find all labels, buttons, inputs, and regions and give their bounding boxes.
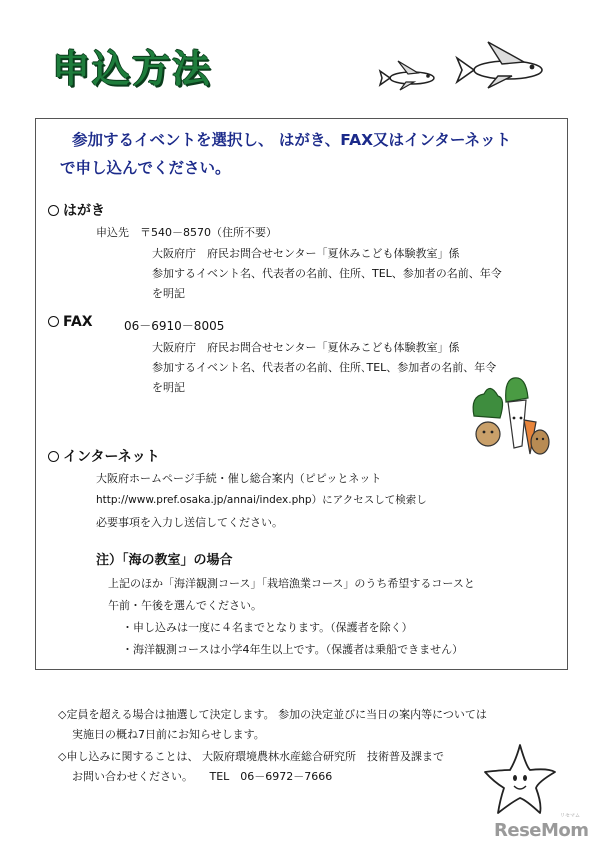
hagaki-address: 申込先 〒540－8570（住所不要）: [96, 226, 277, 239]
umi-note-bullet-1: ・申し込みは一度に４名までとなります。（保護者を除く）: [122, 621, 413, 634]
umi-note-line-2: 午前・午後を選んでください。: [108, 599, 262, 612]
page-title: 申込方法: [52, 47, 213, 91]
hagaki-items-2: を明記: [152, 287, 185, 300]
internet-heading: インターネット: [48, 446, 160, 466]
internet-line-3: 必要事項を入力し送信してください。: [96, 516, 283, 529]
circle-bullet-icon: [48, 316, 59, 327]
hagaki-heading: はがき: [48, 200, 105, 220]
fax-heading: FAX: [48, 314, 93, 330]
footer-line-4: お問い合わせください。 TEL 06－6972－7666: [72, 770, 333, 783]
fax-number: 06－6910－8005: [124, 319, 225, 333]
fax-items-2: を明記: [152, 381, 185, 394]
umi-note-heading: 注）「海の教室」の場合: [96, 553, 233, 568]
flying-fish-large-icon: [452, 40, 552, 90]
starfish-illustration-icon: [482, 742, 558, 816]
hagaki-destination: 大阪府庁 府民お問合せセンター「夏休みこども体験教室」係: [152, 247, 460, 260]
internet-url-line[interactable]: http://www.pref.osaka.jp/annai/index.php）にアクセスして検索し: [96, 494, 427, 506]
lead-line-1: 参加するイベントを選択し、 はがき、FAX又はインターネット: [72, 131, 512, 149]
footer-line-1: ◇定員を超える場合は抽選して決定します。 参加の決定並びに当日の案内等については: [58, 708, 487, 721]
vegetables-illustration-icon: [470, 376, 550, 460]
umi-note-bullet-2: ・海洋観測コースは小学4年生以上です。（保護者は乗船できません）: [122, 643, 464, 656]
fax-destination: 大阪府庁 府民お問合せセンター「夏休みこども体験教室」係: [152, 341, 460, 354]
resemom-logo: ReseMom: [494, 820, 589, 841]
footer-line-2: 実施日の概ね7日前にお知らせします。: [72, 728, 265, 741]
umi-note-line-1: 上記のほか「海洋観測コース」「栽培漁業コース」のうち希望するコースと: [108, 577, 475, 590]
circle-bullet-icon: [48, 205, 59, 216]
internet-line-1: 大阪府ホームページ手続・催し総合案内（ピピッとネット: [96, 472, 382, 485]
footer-line-3: ◇申し込みに関することは、 大阪府環境農林水産総合研究所 技術普及課まで: [58, 750, 444, 763]
fax-items: 参加するイベント名、代表者の名前、住所､TEL、参加者の名前、年令: [152, 361, 497, 374]
resemom-logo-sub: リセマム: [560, 813, 580, 819]
lead-line-2: で申し込んでください。: [60, 159, 231, 177]
circle-bullet-icon: [48, 451, 59, 462]
hagaki-items: 参加するイベント名、代表者の名前、住所、TEL、参加者の名前、年令: [152, 267, 502, 280]
flying-fish-small-icon: [378, 58, 440, 92]
